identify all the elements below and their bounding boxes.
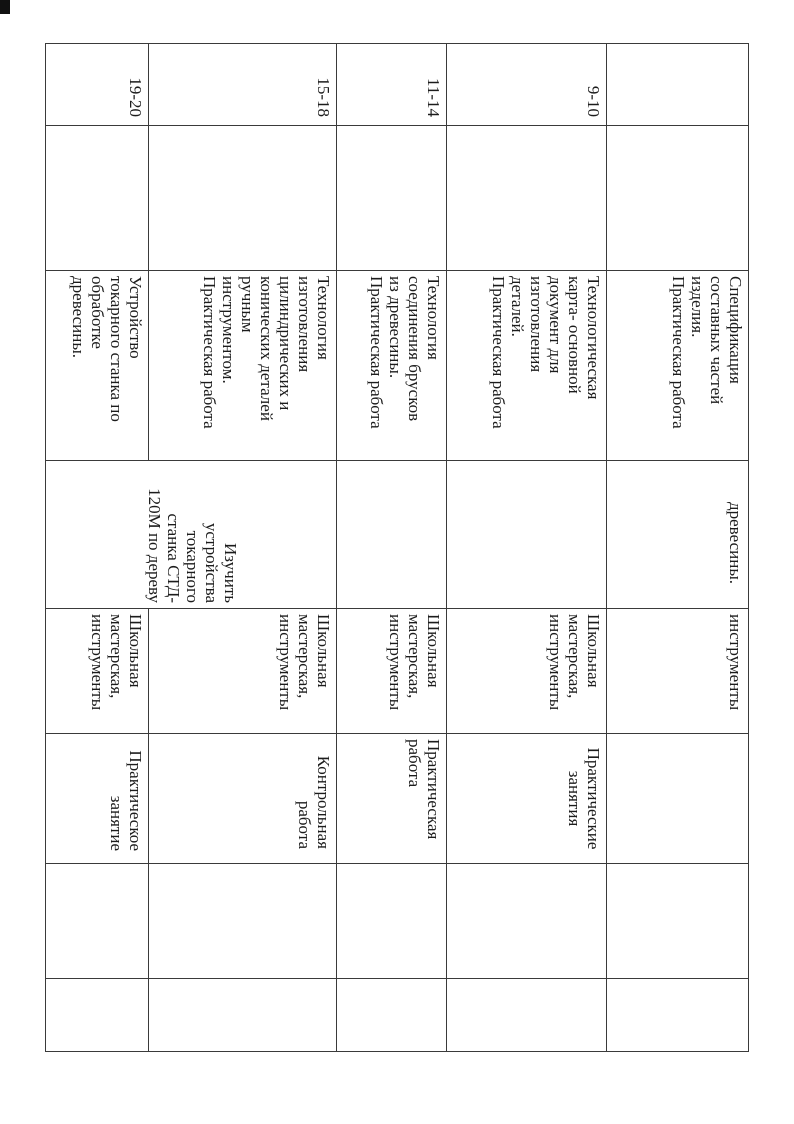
control-cell: Практические занятия — [447, 734, 607, 864]
fact-date-cell — [607, 979, 749, 1052]
lesson-number-cell: 19-20 — [46, 44, 149, 126]
theme-text: Устройство токарного станка по обработке древесины. — [69, 276, 145, 422]
theme-cell — [149, 271, 337, 461]
equipment-cell: инструменты — [607, 609, 749, 734]
hours-cell — [607, 126, 749, 271]
goal-cell — [337, 461, 447, 609]
practical-text: Практическая работа — [669, 276, 688, 429]
goal-cell — [447, 461, 607, 609]
hours-cell — [46, 126, 149, 271]
theme-cell — [46, 271, 149, 461]
plan-date-cell — [607, 864, 749, 979]
plan-date-cell — [447, 864, 607, 979]
theme-text: Технология изготовления цилиндрических и конических деталей ручным инструментом. — [219, 276, 333, 421]
table-row — [447, 44, 607, 1052]
hours-cell — [447, 126, 607, 271]
goal-cell: древесины. — [607, 461, 749, 609]
equipment-cell: Школьная мастерская, инструменты — [46, 609, 149, 734]
lesson-number-cell: 9-10 — [447, 44, 607, 126]
table-row — [337, 44, 447, 1052]
theme-text: Технологическая карта- основной документ для изготовления деталей. — [508, 276, 603, 400]
equipment-cell: Школьная мастерская, инструменты — [149, 609, 337, 734]
control-cell — [607, 734, 749, 864]
theme-cell — [337, 271, 447, 461]
equipment-cell: Школьная мастерская, инструменты — [447, 609, 607, 734]
fact-date-cell — [149, 979, 337, 1052]
practical-text: Практическая работа — [200, 276, 219, 429]
practical-text: Практическая работа — [367, 276, 386, 429]
table-row — [607, 44, 749, 1052]
lesson-number-cell: 15-18 — [149, 44, 337, 126]
lesson-plan-table — [45, 43, 749, 1052]
goal-cell: Изучить устройства токарного станка СТД- 120М по дереву — [46, 461, 337, 609]
practical-text: Практическая работа — [489, 276, 508, 429]
theme-text: Спецификация составных частей изделия. — [688, 276, 745, 405]
plan-date-cell — [46, 864, 149, 979]
hours-cell — [337, 126, 447, 271]
equipment-cell: Школьная мастерская, инструменты — [337, 609, 447, 734]
fact-date-cell — [337, 979, 447, 1052]
table-row — [149, 44, 337, 1052]
hours-cell — [149, 126, 337, 271]
control-cell: Контрольная работа — [149, 734, 337, 864]
theme-text: Технология соединения брусков из древесины. — [386, 276, 443, 422]
fact-date-cell — [46, 979, 149, 1052]
theme-cell — [607, 271, 749, 461]
lesson-number-cell: 11-14 — [337, 44, 447, 126]
fact-date-cell — [447, 979, 607, 1052]
plan-date-cell — [337, 864, 447, 979]
lesson-number-cell — [607, 44, 749, 126]
theme-cell — [447, 271, 607, 461]
control-cell: Практическое занятие — [46, 734, 149, 864]
control-cell: Практическая работа — [337, 734, 447, 864]
plan-date-cell — [149, 864, 337, 979]
